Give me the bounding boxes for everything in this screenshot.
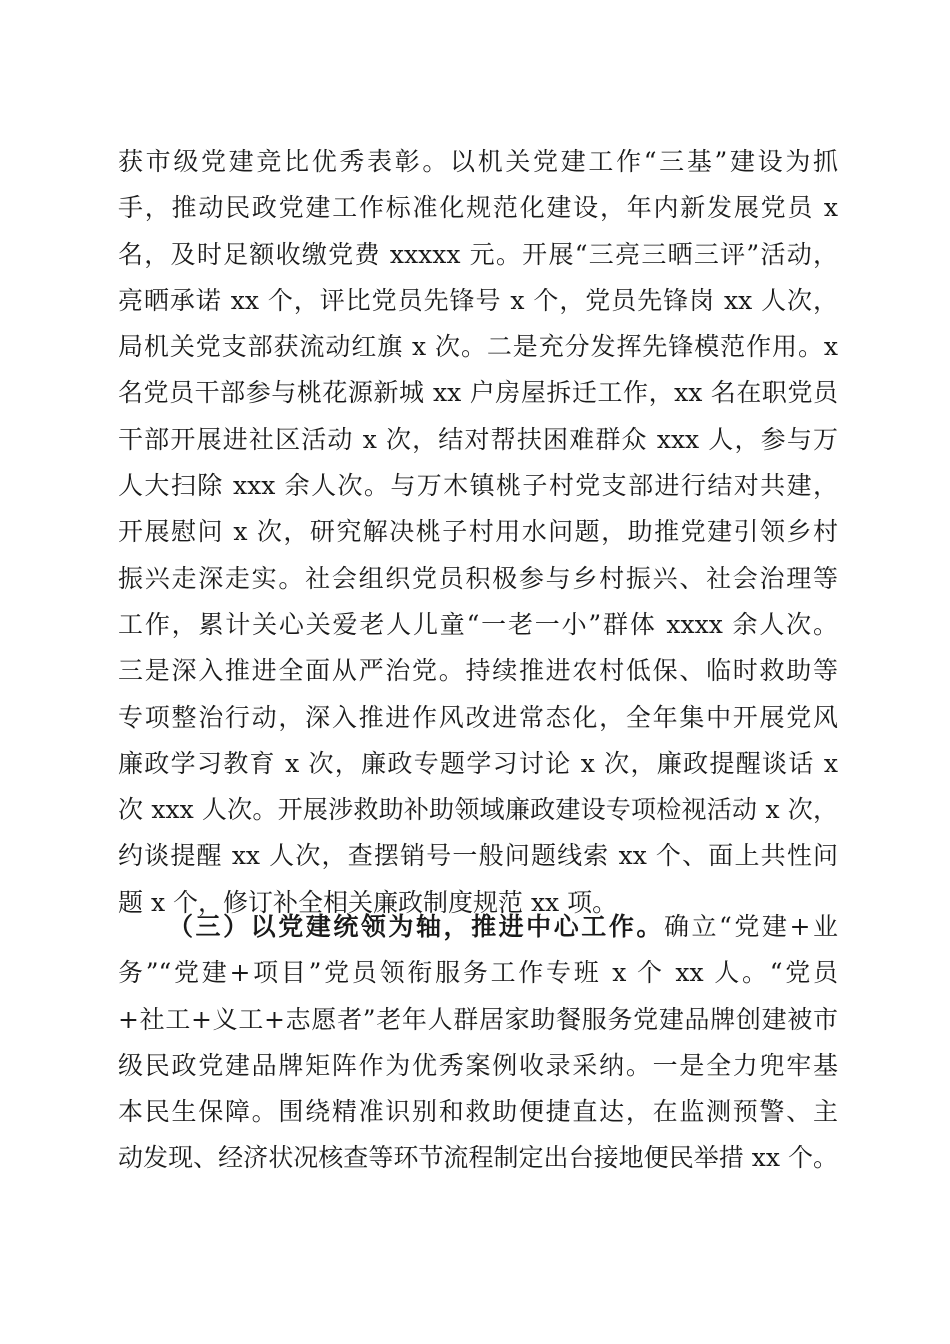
text-line: 名党员干部参与桃花源新城 xx 户房屋拆迁工作，xx 名在职党员 (118, 378, 838, 408)
text-line: 三是深入推进全面从严治党。持续推进农村低保、临时救助等 (118, 656, 838, 686)
text-line: 本民生保障。围绕精准识别和救助便捷直达，在监测预警、主 (118, 1097, 838, 1127)
paragraph-central-work (118, 904, 838, 1182)
text-line: 级民政党建品牌矩阵作为优秀案例收录采纳。一是全力兜牢基 (118, 1050, 838, 1080)
text-line: 振兴走深走实。社会组织党员积极参与乡村振兴、社会治理等 (118, 563, 838, 593)
section-heading: （三）以党建统领为轴，推进中心工作。 (168, 912, 664, 941)
text-line: 人大扫除 xxx 余人次。与万木镇桃子村党支部进行结对共建， (118, 471, 838, 501)
text-line: 开展慰问 x 次，研究解决桃子村用水问题，助推党建引领乡村 (118, 517, 838, 547)
text-line: 专项整治行动，深入推进作风改进常态化，全年集中开展党风 (118, 702, 838, 732)
text-line: 动发现、经济状况核查等环节流程制定出台接地便民举措 xx 个。 (118, 1143, 838, 1173)
text-line: 获市级党建竞比优秀表彰。以机关党建工作“三基”建设为抓 (118, 147, 838, 176)
text-line: 约谈提醒 xx 人次，查摆销号一般问题线索 xx 个、面上共性问 (118, 841, 838, 871)
text-line: +社工+义工+志愿者”老年人群居家助餐服务党建品牌创建被市 (118, 1004, 838, 1034)
section-first-line (118, 904, 838, 950)
text-line: 工作，累计关心关爱老人儿童“一老一小”群体 xxxx 余人次。 (118, 609, 838, 639)
section-first-line-text: 确立“党建+业 (663, 912, 838, 941)
text-line: 局机关党支部获流动红旗 x 次。二是充分发挥先锋模范作用。x (118, 332, 838, 362)
text-line: 手，推动民政党建工作标准化规范化建设，年内新发展党员 x (118, 193, 838, 223)
text-line: 题 x 个，修订补全相关廉政制度规范 xx 项。 (118, 887, 618, 917)
text-line: 亮晒承诺 xx 个，评比党员先锋号 x 个，党员先锋岗 xx 人次， (118, 285, 838, 315)
text-line: 廉政学习教育 x 次，廉政专题学习讨论 x 次，廉政提醒谈话 x (118, 748, 838, 778)
text-line: 次 xxx 人次。开展涉救助补助领域廉政建设专项检视活动 x 次， (118, 795, 838, 825)
text-line: 名，及时足额收缴党费 xxxxx 元。开展“三亮三晒三评”活动， (118, 239, 838, 269)
text-line: 干部开展进社区活动 x 次，结对帮扶困难群众 xxx 人，参与万 (118, 424, 838, 454)
text-line: 务”“党建+项目”党员领衔服务工作专班 x 个 xx 人。“党员 (118, 958, 838, 988)
paragraph-party-building (118, 139, 838, 926)
